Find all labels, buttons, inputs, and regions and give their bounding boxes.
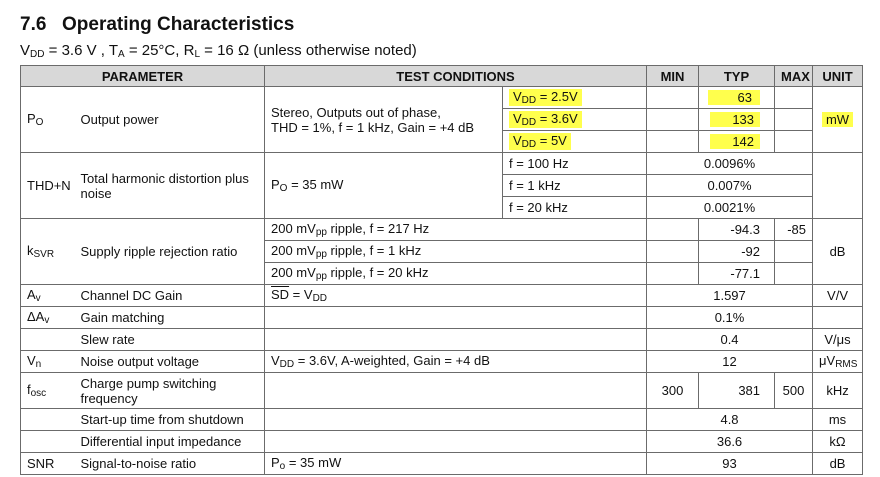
param-name: Charge pump switching frequency [79,373,265,409]
typ-value: 0.1% [647,307,813,329]
test-condition: 200 $mV_{pp}$ ripple, f = 217 Hz [265,219,647,241]
operating-characteristics-table [20,65,863,475]
table-row [21,453,863,475]
sub-condition: f = 1 kHz [503,175,647,197]
param-name: Differential input impedance [79,431,265,453]
typ-value: 381 [699,373,775,409]
table-row [21,219,863,241]
table-row [21,285,863,307]
param-symbol: THD+N [21,153,79,219]
table-row [21,153,863,175]
table-row [21,329,863,351]
unit-value: dB [813,453,863,475]
unit-value: kΩ [813,431,863,453]
param-symbol: SNR [21,453,79,475]
table-row [21,351,863,373]
param-name: Noise output voltage [79,351,265,373]
global-conditions: $V_{DD} = 3.6$ V , $T_A = 25^\circ C$, $R_L = 16$ Ω (unless otherwise noted) [20,42,417,60]
table-row [21,307,863,329]
param-name: Slew rate [79,329,265,351]
header-min: MIN [647,66,699,87]
param-symbol: $f_{osc}$ [21,373,79,409]
param-symbol: $V_n$ [21,351,79,373]
typ-value: -92 [699,241,775,263]
typ-value: 133 [699,109,775,131]
typ-value: 4.8 [647,409,813,431]
typ-value: 36.6 [647,431,813,453]
typ-value: 1.597 [647,285,813,307]
test-condition: 200 $mV_{pp}$ ripple, f = 20 kHz [265,263,647,285]
header-max: MAX [775,66,813,87]
sub-condition: $V_{DD} = 2.5V$ [503,87,647,109]
typ-value: 0.0021% [647,197,813,219]
min-value: 300 [647,373,699,409]
typ-value: 142 [699,131,775,153]
test-condition: 200 $mV_{pp}$ ripple, f = 1 kHz [265,241,647,263]
header-row [21,66,863,87]
param-name: Start-up time from shutdown [79,409,265,431]
sub-condition: f = 20 kHz [503,197,647,219]
header-parameter: PARAMETER [21,66,265,87]
param-symbol: $A_v$ [21,285,79,307]
test-condition: $V_{DD} = 3.6V$, A-weighted, Gain = +4 dB [265,351,647,373]
unit-value: ms [813,409,863,431]
unit-value: mW [813,87,863,153]
section-heading: Operating Characteristics [62,14,295,35]
sub-condition: $V_{DD} = 5V$ [503,131,647,153]
typ-value: 0.007% [647,175,813,197]
typ-value: 0.4 [647,329,813,351]
param-name: Supply ripple rejection ratio [79,219,265,285]
typ-value: 93 [647,453,813,475]
typ-value: 0.0096% [647,153,813,175]
param-name: Channel DC Gain [79,285,265,307]
table-row [21,409,863,431]
param-symbol: $k_{SVR}$ [21,219,79,285]
test-condition: $P_O = 35$ mW [265,153,503,219]
typ-value: -77.1 [699,263,775,285]
max-value: 500 [775,373,813,409]
section-number: 7.6 [20,14,47,35]
header-test-conditions: TEST CONDITIONS [265,66,647,87]
param-symbol: $\Delta A_v$ [21,307,79,329]
param-name: Signal-to-noise ratio [79,453,265,475]
param-name: Total harmonic distortion plus noise [79,153,265,219]
test-condition: $\overline{SD} = V_{DD}$ [265,285,647,307]
param-symbol: $P_O$ [21,87,79,153]
unit-value: $\mu V_{RMS}$ [813,351,863,373]
param-name: Gain matching [79,307,265,329]
typ-value: 12 [647,351,813,373]
param-name: Output power [79,87,265,153]
header-typ: TYP [699,66,775,87]
header-unit: UNIT [813,66,863,87]
section-title [20,14,294,36]
unit-value: V/μs [813,329,863,351]
test-condition: Stereo, Outputs out of phase, THD = 1%, f = 1 kHz, Gain = +4 dB [265,87,503,153]
typ-value: -94.3 [699,219,775,241]
typ-value: 63 [699,87,775,109]
unit-value: V/V [813,285,863,307]
unit-value: dB [813,219,863,285]
test-condition: $P_o = 35$ mW [265,453,647,475]
sub-condition: f = 100 Hz [503,153,647,175]
table-row [21,431,863,453]
sub-condition: $V_{DD} = 3.6V$ [503,109,647,131]
table-row [21,87,863,109]
table-row [21,373,863,409]
unit-value: kHz [813,373,863,409]
max-value: -85 [775,219,813,241]
